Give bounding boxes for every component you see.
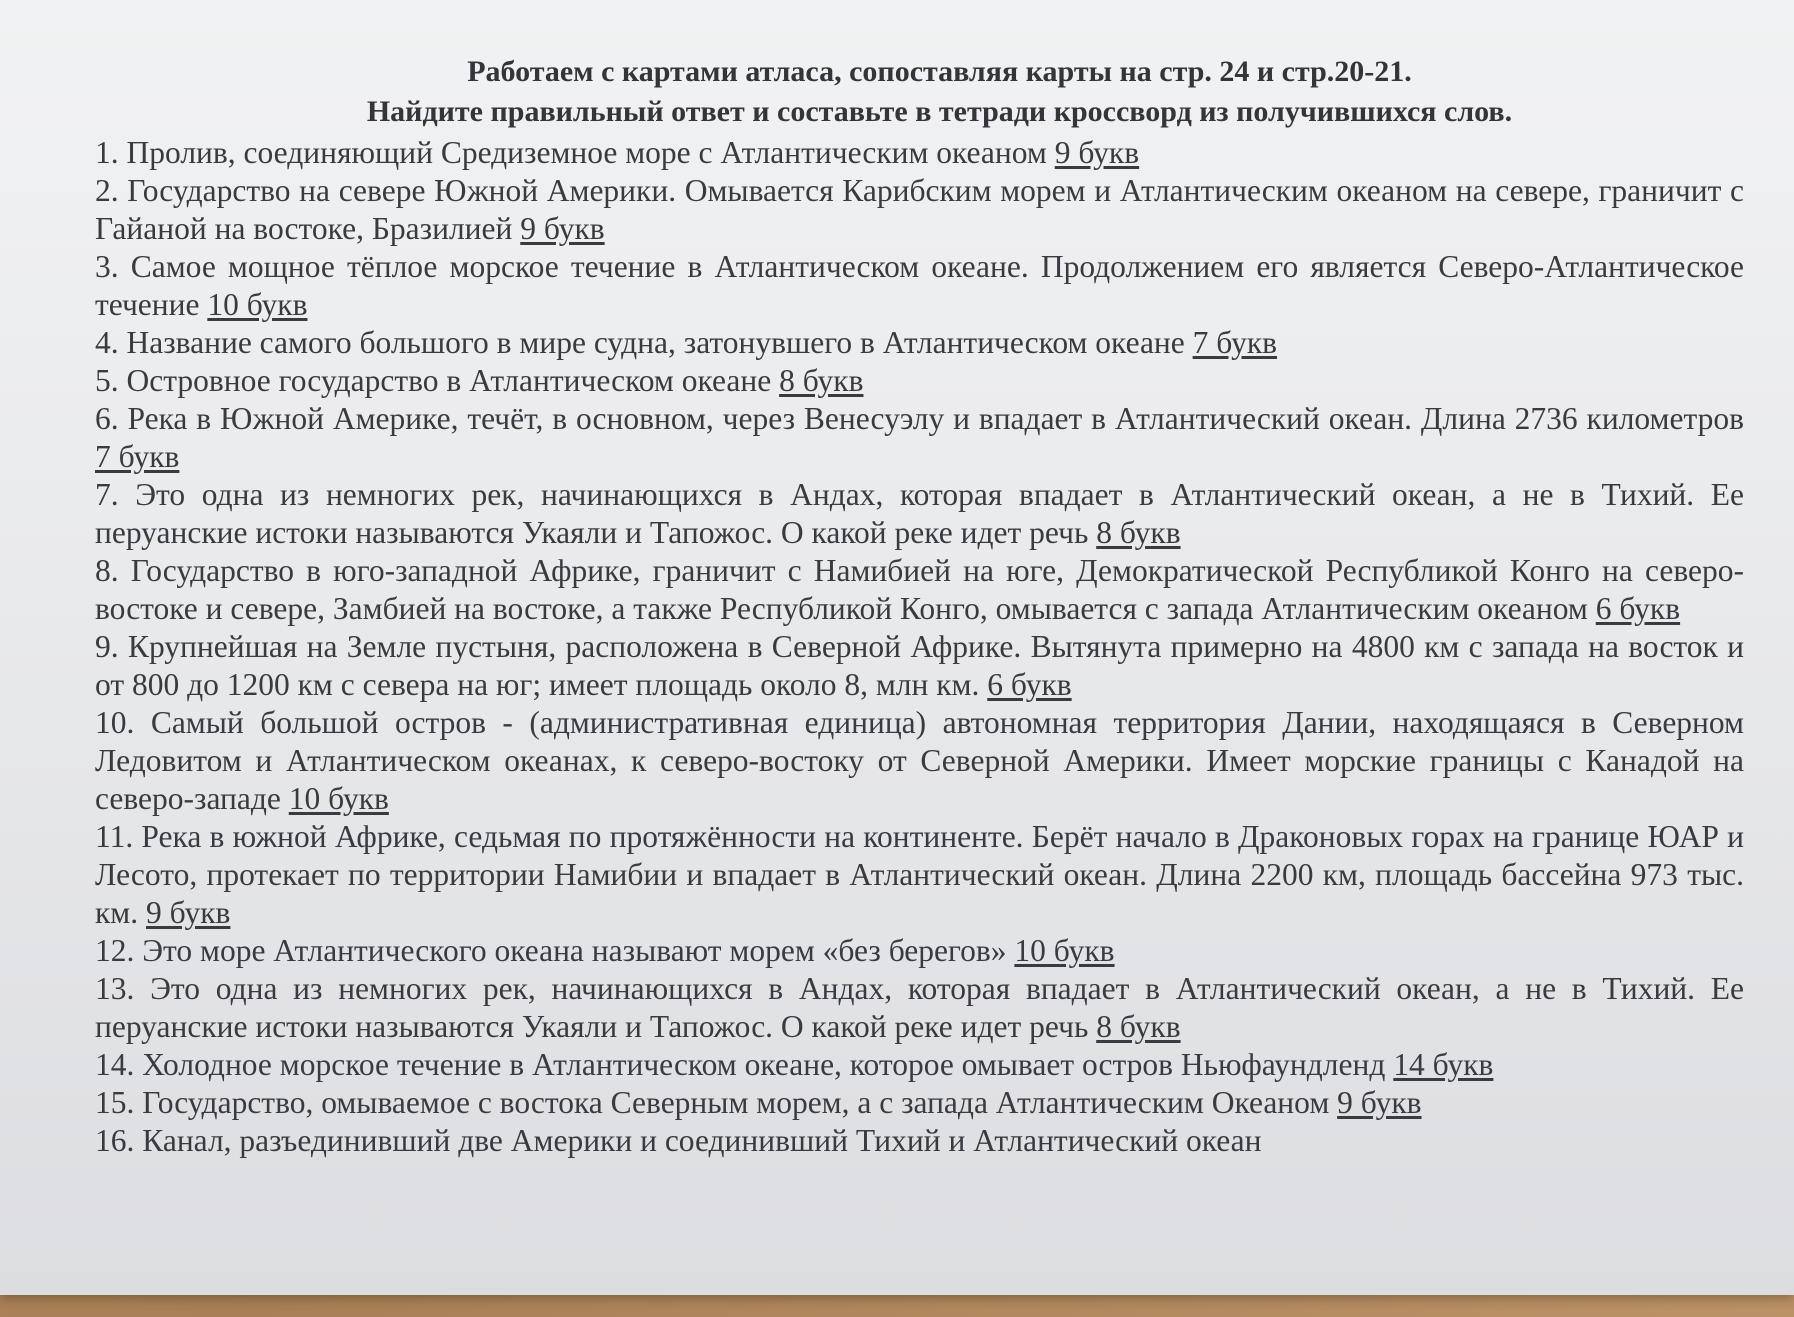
question-text: 2. Государство на севере Южной Америки. Омывается Карибским морем и Атлантическим океаном на севере, граничит с Гайаной на востоке, Бразилией (95, 173, 1744, 246)
question-item (95, 704, 1754, 818)
question-item (95, 134, 1754, 172)
question-item (95, 1046, 1754, 1084)
question-text: 15. Государство, омываемое с востока Северным морем, а с запада Атлантическим Океаном (95, 1085, 1330, 1120)
question-text: 9. Крупнейшая на Земле пустыня, расположена в Северной Африке. Вытянута примерно на 4800 км с запада на восток и от 800 до 1200 км с севера на юг; имеет площадь около 8, млн км. (95, 629, 1744, 702)
question-text: 4. Название самого большого в мире судна, затонувшего в Атлантическом океане (95, 325, 1185, 360)
question-item (95, 932, 1754, 970)
letter-count: 9 букв (1054, 135, 1140, 170)
heading-line-2: Найдите правильный ответ и составьте в тетради кроссворд из получившихся слов. (366, 95, 1513, 128)
heading-line-1: Работаем с картами атласа, сопоставляя карты на стр. 24 и стр.20-21. (467, 55, 1412, 88)
question-item (95, 818, 1754, 932)
letter-count: 10 букв (1014, 933, 1115, 968)
question-text: 13. Это одна из немногих рек, начинающихся в Андах, которая впадает в Атлантический океан, а не в Тихий. Ее перуанские истоки называются Укаяли и Тапожос. О какой реке идет речь (95, 971, 1744, 1044)
question-text: 11. Река в южной Африке, седьмая по протяжённости на континенте. Берёт начало в Драконовых горах на границе ЮАР и Лесото, протекает по территории Намибии и впадает в Атлантический океан. Длина 2200 км, площадь бассейна 973 тыс. км. (95, 819, 1744, 930)
question-text: 12. Это море Атлантического океана называют морем «без берегов» (95, 933, 1007, 968)
letter-count: 8 букв (779, 363, 864, 398)
question-item (95, 970, 1754, 1046)
letter-count: 8 букв (1096, 515, 1181, 550)
letter-count: 9 букв (1337, 1085, 1422, 1120)
question-text: 6. Река в Южной Америке, течёт, в основном, через Венесуэлу и впадает в Атлантический океан. Длина 2736 километров (95, 401, 1744, 436)
question-text: 1. Пролив, соединяющий Средиземное море с Атлантическим океаном (95, 135, 1047, 170)
letter-count: 10 букв (207, 287, 308, 322)
question-item (95, 400, 1754, 476)
question-text: 16. Канал, разъединивший две Америки и соединивший Тихий и Атлантический океан (95, 1123, 1262, 1158)
question-item (95, 1122, 1754, 1160)
letter-count: 6 букв (987, 667, 1072, 702)
letter-count: 7 букв (1192, 325, 1278, 360)
question-item (95, 1084, 1754, 1122)
question-item (95, 248, 1754, 324)
letter-count: 10 букв (288, 781, 389, 816)
question-text: 10. Самый большой остров - (административная единица) автономная территория Дании, находящаяся в Северном Ледовитом и Атлантическом океанах, к северо-востоку от Северной Америки. Имеет морские границы с Канадой на северо-западе (95, 705, 1744, 816)
question-item (95, 552, 1754, 628)
question-item (95, 172, 1754, 248)
question-text: 5. Островное государство в Атлантическом океане (95, 363, 772, 398)
letter-count: 9 букв (520, 211, 605, 246)
question-item (95, 362, 1754, 400)
question-item (95, 476, 1754, 552)
letter-count: 9 букв (146, 895, 231, 930)
letter-count: 6 букв (1595, 591, 1681, 626)
question-item (95, 324, 1754, 362)
letter-count: 8 букв (1096, 1009, 1181, 1044)
question-text: 3. Самое мощное тёплое морское течение в Атлантическом океане. Продолжением его является Северо-Атлантическое течение (95, 249, 1744, 322)
letter-count: 7 букв (95, 439, 180, 474)
letter-count: 14 букв (1393, 1047, 1494, 1082)
question-text: 8. Государство в юго-западной Африке, граничит с Намибией на юге, Демократической Республикой Конго на северо-востоке и севере, Замбией на востоке, а также Республикой Конго, омывается с запада Атлантическим океаном (95, 553, 1744, 626)
question-list (95, 134, 1754, 1160)
question-item (95, 628, 1754, 704)
question-text: 14. Холодное морское течение в Атлантическом океане, которое омывает остров Ньюфаундленд (95, 1047, 1386, 1082)
question-text: 7. Это одна из немногих рек, начинающихся в Андах, которая впадает в Атлантический океан, а не в Тихий. Ее перуанские истоки называются Укаяли и Тапожос. О какой реке идет речь (95, 477, 1744, 550)
